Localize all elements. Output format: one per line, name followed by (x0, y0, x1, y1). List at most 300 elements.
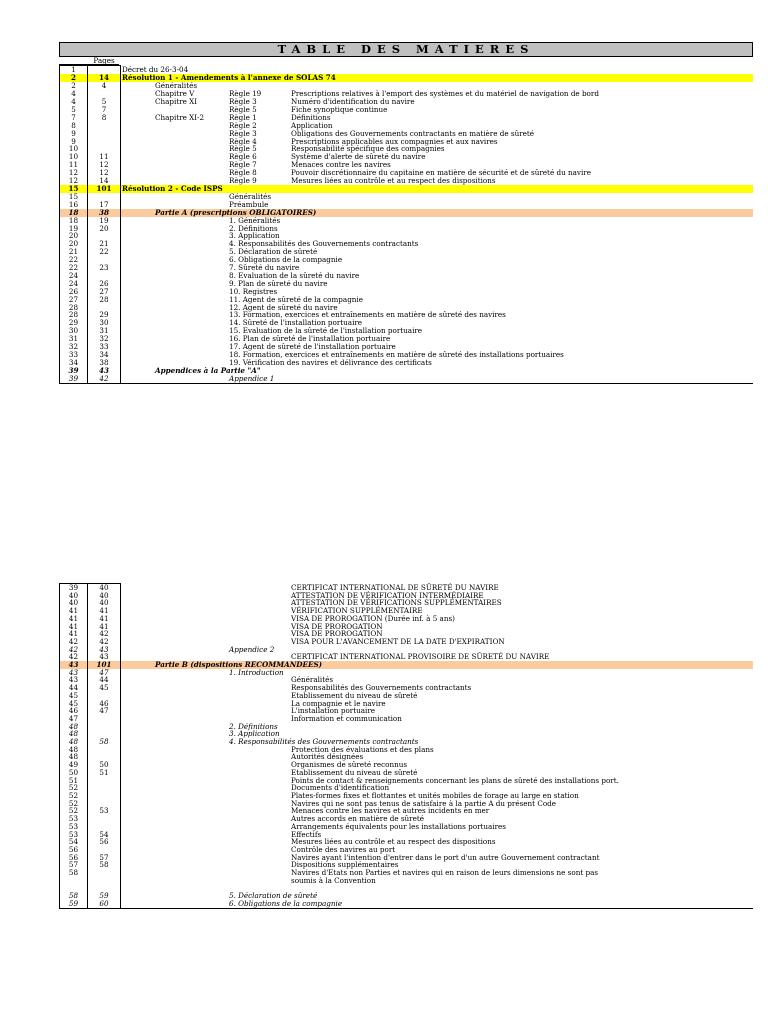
entry-cell (121, 638, 754, 646)
toc-row (60, 98, 754, 106)
entry-cell (121, 327, 754, 335)
entry-cell (121, 777, 754, 785)
toc-block-2 (59, 583, 753, 909)
page-start: 27 (60, 296, 88, 304)
page-start: 10 (60, 145, 88, 153)
rule-label: Préambule (229, 199, 269, 209)
pages-label: Pages (93, 56, 115, 65)
entry-cell (121, 807, 754, 815)
toc-title: TABLE DES MATIERES (59, 42, 753, 57)
page-start: 57 (60, 861, 88, 869)
page-end: 40 (88, 584, 121, 592)
entry-description: Dispositions supplémentaires (291, 860, 399, 870)
toc-row (60, 723, 754, 731)
entry-description: Responsabilités des Gouvernements contractants (291, 683, 472, 693)
page-end: 43 (88, 646, 121, 654)
rule-label: 5. Déclaration de sûreté (229, 891, 318, 901)
page-end: 14 (88, 177, 121, 185)
page-start: 52 (60, 792, 88, 800)
rule-label: 4. Responsabilités des Gouvernements contractants (229, 239, 419, 249)
page-start: 22 (60, 256, 88, 264)
toc-row (60, 715, 754, 723)
toc-row (60, 185, 754, 193)
entry-cell (121, 753, 754, 761)
entry-cell (121, 715, 754, 723)
entry-cell (121, 209, 754, 217)
page-start: 28 (60, 311, 88, 319)
entry-description: CERTIFICAT INTERNATIONAL DE SÛRETÉ DU NAVIRE (291, 582, 499, 592)
entry-description: Application (291, 120, 333, 130)
page-start: 7 (60, 114, 88, 122)
page-start: 48 (60, 730, 88, 738)
toc-row (60, 296, 754, 304)
page-end: 60 (88, 900, 121, 908)
entry-cell (121, 193, 754, 201)
toc-row (60, 153, 754, 161)
entry-description: Mesures liées au contrôle et au respect des dispositions (291, 837, 496, 847)
entry-cell (121, 599, 754, 607)
page-start: 41 (60, 607, 88, 615)
page-start: 15 (60, 193, 88, 201)
rule-label: Règle 8 (229, 168, 257, 178)
chapter-label: Chapitre XI (155, 97, 198, 107)
rule-label: Règle 2 (229, 120, 257, 130)
chapter-label: Chapitre XI-2 (155, 112, 205, 122)
page-start: 43 (60, 676, 88, 684)
page-start: 4 (60, 98, 88, 106)
page-end: 20 (88, 225, 121, 233)
rule-label: Règle 1 (229, 112, 257, 122)
page-end: 51 (88, 769, 121, 777)
page-start: 10 (60, 153, 88, 161)
page-start: 54 (60, 838, 88, 846)
chapter-label: Partie B (dispositions RECOMMANDEES) (155, 660, 323, 670)
page-end (88, 723, 121, 731)
toc-table-1 (59, 65, 753, 383)
chapter-label: Généralités (155, 81, 198, 91)
page-start: 39 (60, 584, 88, 592)
page-end: 8 (88, 114, 121, 122)
rule-label: 17. Agent de sûreté de l'installation portuaire (229, 342, 396, 352)
page-start: 22 (60, 264, 88, 272)
entry-cell (121, 90, 754, 98)
page-start: 43 (60, 661, 88, 669)
entry-description: ATTESTATION DE VÉRIFICATION INTERMÉDIAIRE (291, 590, 484, 600)
rule-label: 2. Définitions (229, 721, 278, 731)
page-end: 12 (88, 161, 121, 169)
toc-row (60, 692, 754, 700)
entry-description: VISA POUR L'AVANCEMENT DE LA DATE D'EXPIRATION (291, 636, 505, 646)
page-start: 53 (60, 815, 88, 823)
rule-label: 9. Plan de sûreté du navire (229, 278, 328, 288)
page-start: 48 (60, 746, 88, 754)
toc-row (60, 114, 754, 122)
entry-cell (121, 106, 754, 114)
page-end: 46 (88, 700, 121, 708)
entry-description: Pouvoir discrétionnaire du capitaine en matière de sécurité et de sûreté du navire (291, 168, 591, 178)
entry-description: Arrangements équivalents pour les installations portuaires (291, 821, 506, 831)
rule-label: 19. Vérification des navires et délivrance des certificats (229, 357, 432, 367)
page-start: 11 (60, 161, 88, 169)
entry-cell (121, 723, 754, 731)
page-end: 38 (88, 359, 121, 367)
rule-label: Règle 3 (229, 97, 257, 107)
rule-label: 4. Responsabilités des Gouvernements contractants (229, 737, 419, 747)
entry-cell (121, 730, 754, 738)
page-start: 40 (60, 592, 88, 600)
entry-cell (121, 280, 754, 288)
page-end: 41 (88, 607, 121, 615)
page-start: 56 (60, 846, 88, 854)
page-end: 43 (88, 367, 121, 375)
page-end: 42 (88, 375, 121, 383)
page-end: 4 (88, 82, 121, 90)
entry-description: Prescriptions relatives à l'emport des systèmes et du matériel de navigation de bord (291, 89, 599, 99)
entry-cell (121, 225, 754, 233)
toc-row (60, 661, 754, 669)
toc-block-1 (59, 42, 753, 384)
toc-row (60, 335, 754, 343)
entry-description: Définitions (291, 112, 331, 122)
page-end (88, 792, 121, 800)
page-start: 56 (60, 854, 88, 862)
page-start: 46 (60, 707, 88, 715)
entry-description: Généralités (291, 675, 334, 685)
entry-cell (121, 311, 754, 319)
page-start: 9 (60, 138, 88, 146)
rule-label: 6. Obligations de la compagnie (229, 255, 343, 265)
rule-label: Règle 9 (229, 176, 257, 186)
entry-cell (121, 623, 754, 631)
page-start: 34 (60, 359, 88, 367)
rule-label: Règle 6 (229, 152, 257, 162)
page-end: 54 (88, 831, 121, 839)
page-start: 42 (60, 653, 88, 661)
page-end: 59 (88, 892, 121, 900)
entry-cell (121, 700, 754, 708)
entry-cell (121, 669, 754, 677)
toc-row (60, 311, 754, 319)
entry-cell (121, 256, 754, 264)
page-end (88, 784, 121, 792)
page-end: 34 (88, 351, 121, 359)
rule-label: 11. Agent de sûreté de la compagnie (229, 294, 363, 304)
chapter-label: Appendices à la Partie "A" (155, 365, 261, 375)
page-end: 38 (88, 209, 121, 217)
rule-label: 12. Agent de sûreté du navire (229, 302, 338, 312)
entry-cell (121, 692, 754, 700)
page-start: 40 (60, 599, 88, 607)
entry-description: Système d'alerte de sûreté du navire (291, 152, 426, 162)
page-end: 42 (88, 638, 121, 646)
page-end: 42 (88, 630, 121, 638)
toc-row (60, 193, 754, 201)
page-end: 17 (88, 201, 121, 209)
toc-row (60, 669, 754, 677)
page-end: 47 (88, 669, 121, 677)
page-start (60, 877, 88, 885)
rule-label: 1. Introduction (229, 667, 284, 677)
entry-description: Effectifs (291, 829, 322, 839)
toc-row (60, 869, 754, 877)
toc-row (60, 288, 754, 296)
entry-cell (121, 335, 754, 343)
page-start: 28 (60, 304, 88, 312)
page-start: 53 (60, 823, 88, 831)
toc-row (60, 838, 754, 846)
page-end: 57 (88, 854, 121, 862)
toc-row (60, 264, 754, 272)
entry-cell (121, 661, 754, 669)
chapter-label: Résolution 2 - Code ISPS (122, 183, 223, 193)
entry-description: Obligations des Gouvernements contractants en matière de sûreté (291, 128, 535, 138)
page-end: 31 (88, 327, 121, 335)
page-start: 18 (60, 217, 88, 225)
entry-description: Contrôle des navires au port (291, 844, 396, 854)
toc-row (60, 280, 754, 288)
entry-cell (121, 264, 754, 272)
page-start: 30 (60, 327, 88, 335)
entry-description: Mesures liées au contrôle et au respect des dispositions (291, 176, 496, 186)
page-start: 5 (60, 106, 88, 114)
page-end: 28 (88, 296, 121, 304)
toc-row (60, 327, 754, 335)
page-start: 48 (60, 723, 88, 731)
page-start: 20 (60, 240, 88, 248)
entry-description: Plates-formes fixes et flottantes et unités mobiles de forage au large en station (291, 790, 579, 800)
page-start: 48 (60, 738, 88, 746)
toc-row (60, 877, 754, 885)
page-start: 18 (60, 209, 88, 217)
rule-label: Règle 4 (229, 136, 257, 146)
page-end: 19 (88, 217, 121, 225)
toc-row (60, 700, 754, 708)
rule-label: 16. Plan de sûreté de l'installation portuaire (229, 334, 391, 344)
toc-row (60, 217, 754, 225)
chapter-label: Chapitre V (155, 89, 195, 99)
page-end: 40 (88, 599, 121, 607)
page-end: 11 (88, 153, 121, 161)
entry-description: Protection des évaluations et des plans (291, 744, 434, 754)
page-end: 101 (88, 185, 121, 193)
toc-row (60, 367, 754, 375)
rule-label: 15. Evaluation de la sûreté de l'installation portuaire (229, 326, 423, 336)
entry-cell (121, 272, 754, 280)
entry-description: Navires ayant l'intention d'entrer dans le port d'un autre Gouvernement contractant (291, 852, 600, 862)
page-end: 47 (88, 707, 121, 715)
entry-cell (121, 153, 754, 161)
page-start: 47 (60, 715, 88, 723)
page-end: 22 (88, 248, 121, 256)
entry-description: Menaces contre les navires et autres incidents en mer (291, 806, 490, 816)
page-end (88, 777, 121, 785)
entry-description: Etablissement du niveau de sûreté (291, 690, 418, 700)
toc-row (60, 256, 754, 264)
page-end: 43 (88, 653, 121, 661)
page-end: 58 (88, 738, 121, 746)
page-end (88, 130, 121, 138)
entry-cell (121, 74, 754, 82)
rule-label: 7. Sûreté du navire (229, 263, 300, 273)
page-end: 29 (88, 311, 121, 319)
page-start: 16 (60, 201, 88, 209)
entry-cell (121, 892, 754, 900)
entry-cell (121, 248, 754, 256)
page-start: 19 (60, 225, 88, 233)
page-end (88, 715, 121, 723)
page-start: 50 (60, 769, 88, 777)
entry-cell (121, 296, 754, 304)
toc-row (60, 746, 754, 754)
toc-row (60, 854, 754, 862)
entry-cell (121, 114, 754, 122)
entry-cell (121, 351, 754, 359)
toc-row (60, 777, 754, 785)
entry-description: VISA DE PROROGATION (Durée inf. à 5 ans) (291, 613, 455, 623)
entry-cell (121, 98, 754, 106)
entry-description: La compagnie et le navire (291, 698, 386, 708)
page-start: 59 (60, 900, 88, 908)
page-start: 12 (60, 177, 88, 185)
entry-cell (121, 738, 754, 746)
entry-cell (121, 877, 754, 885)
toc-row (60, 823, 754, 831)
entry-cell (121, 185, 754, 193)
rule-label: Règle 3 (229, 128, 257, 138)
entry-description: Responsabilité spécifique des compagnies (291, 144, 445, 154)
page-start: 15 (60, 185, 88, 193)
page-start: 21 (60, 248, 88, 256)
entry-description: Organismes de sûreté reconnus (291, 760, 408, 770)
rule-label: 10. Registres (229, 286, 278, 296)
entry-cell (121, 288, 754, 296)
entry-cell (121, 869, 754, 877)
page-end: 26 (88, 280, 121, 288)
page-end: 30 (88, 319, 121, 327)
page-end: 23 (88, 264, 121, 272)
entry-cell (121, 375, 754, 383)
entry-cell (121, 854, 754, 862)
entry-description: VÉRIFICATION SUPPLÉMENTAIRE (291, 606, 423, 616)
entry-description: Etablissement du niveau de sûreté (291, 767, 418, 777)
page-start: 52 (60, 800, 88, 808)
rule-label: Appendice 1 (229, 373, 275, 383)
page-end (88, 122, 121, 130)
entry-description: CERTIFICAT INTERNATIONAL PROVISOIRE DE SÛRETÉ DU NAVIRE (291, 652, 550, 662)
entry-cell (121, 684, 754, 692)
entry-description: Autres accords en matière de sûreté (291, 814, 425, 824)
entry-cell (121, 707, 754, 715)
toc-row (60, 375, 754, 383)
page-start: 41 (60, 630, 88, 638)
page-start: 49 (60, 761, 88, 769)
toc-row (60, 248, 754, 256)
toc-row (60, 209, 754, 217)
page-end (88, 877, 121, 885)
toc-row (60, 240, 754, 248)
entry-description: Navires qui ne sont pas tenus de satisfaire à la partie A du présent Code (291, 798, 557, 808)
entry-cell (121, 217, 754, 225)
chapter-label: Résolution 1 - Amendements à l'annexe de SOLAS 74 (122, 73, 336, 83)
entry-cell (121, 319, 754, 327)
entry-cell (121, 145, 754, 153)
page-start: 31 (60, 335, 88, 343)
toc-row (60, 615, 754, 623)
rule-label: 3. Application (229, 231, 280, 241)
page-start: 45 (60, 700, 88, 708)
rule-label: 18. Formation, exercices et entraînements en matière de sûreté des installations portuaires (229, 350, 564, 360)
toc-row (60, 623, 754, 631)
page-end: 58 (88, 861, 121, 869)
page-start: 51 (60, 777, 88, 785)
page-end: 33 (88, 343, 121, 351)
page-start: 53 (60, 831, 88, 839)
entry-description: Information et communication (291, 713, 402, 723)
entry-description: Fiche synoptique continue (291, 104, 388, 114)
page-start: 48 (60, 753, 88, 761)
page-end: 56 (88, 838, 121, 846)
toc-row (60, 225, 754, 233)
rule-label: 3. Application (229, 729, 280, 739)
page-start: 41 (60, 615, 88, 623)
page-start: 20 (60, 232, 88, 240)
entry-description: ATTESTATION DE VÉRIFICATIONS SUPPLÉMENTAIRES (291, 598, 502, 608)
page-start: 39 (60, 375, 88, 383)
page-end: 41 (88, 615, 121, 623)
page-start: 58 (60, 869, 88, 877)
toc-row (60, 638, 754, 646)
page-end (88, 138, 121, 146)
page-end (88, 746, 121, 754)
entry-cell (121, 615, 754, 623)
rule-label: Règle 7 (229, 160, 257, 170)
toc-row (60, 884, 754, 892)
entry-cell (121, 884, 754, 892)
entry-cell (121, 838, 754, 846)
entry-description: Menaces contre les navires (291, 160, 391, 170)
page-end: 45 (88, 684, 121, 692)
chapter-label: Partie A (prescriptions OBLIGATOIRES) (155, 207, 317, 217)
entry-description: Points de contact & renseignements concernant les plans de sûreté des installations port. (291, 775, 619, 785)
page-end: 40 (88, 592, 121, 600)
page-end: 27 (88, 288, 121, 296)
page-start: 42 (60, 638, 88, 646)
rule-label: 2. Définitions (229, 223, 278, 233)
page-start: 33 (60, 351, 88, 359)
rule-label: 14. Sûreté de l'installation portuaire (229, 318, 363, 328)
toc-row (60, 900, 754, 908)
entry-cell (121, 900, 754, 908)
entry-description: Navires d'Etats non Parties et navires qui en raison de leurs dimensions ne sont pas (291, 868, 599, 878)
page-start: 24 (60, 280, 88, 288)
entry-cell (121, 761, 754, 769)
rule-label: 13. Formation, exercices et entraînements en matière de sûreté des navires (229, 310, 506, 320)
page-end: 7 (88, 106, 121, 114)
page-start: 44 (60, 684, 88, 692)
page-start: 29 (60, 319, 88, 327)
page-start: 9 (60, 130, 88, 138)
page-end: 14 (88, 74, 121, 82)
page-start: 12 (60, 169, 88, 177)
page-end: 50 (88, 761, 121, 769)
rule-label: 8. Evaluation de la sûreté du navire (229, 270, 360, 280)
entry-cell (121, 367, 754, 375)
rule-label: Règle 5 (229, 144, 257, 154)
entry-cell (121, 232, 754, 240)
rule-label: 1. Généralités (229, 215, 281, 225)
toc-row (60, 272, 754, 280)
page-start: 52 (60, 807, 88, 815)
